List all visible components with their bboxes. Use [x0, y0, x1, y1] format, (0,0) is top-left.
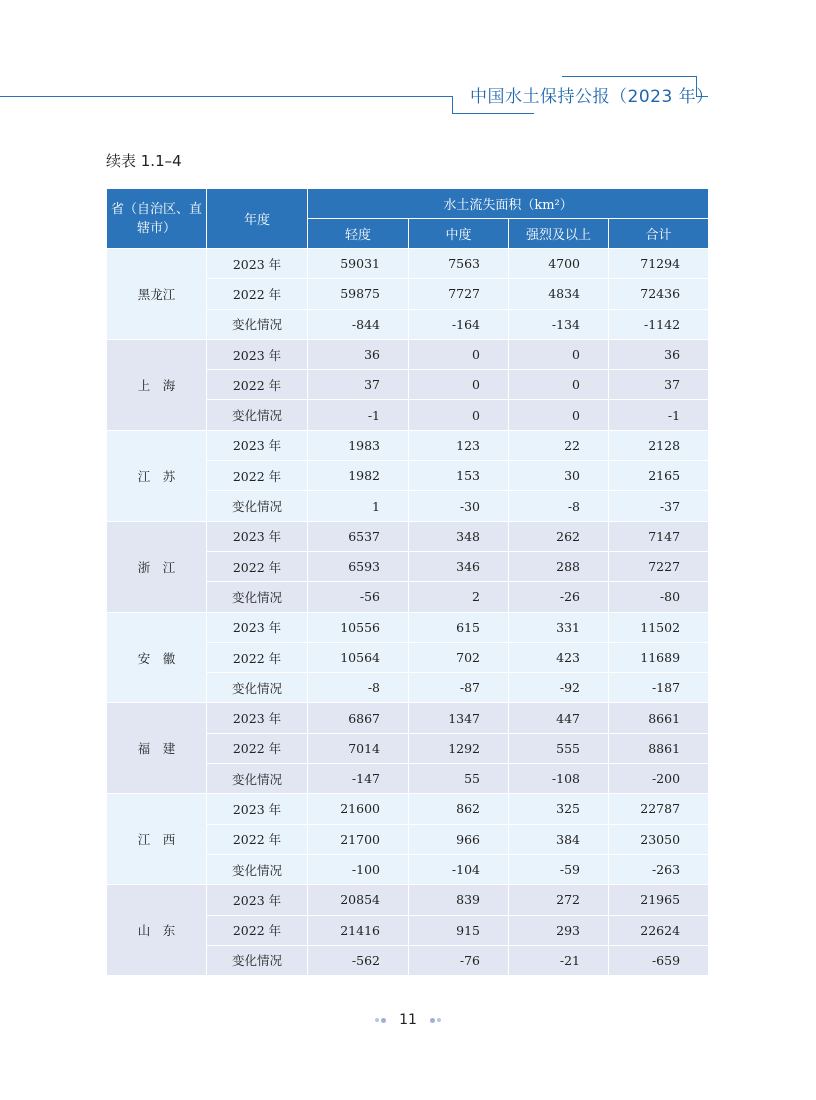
value-cell: 21600	[308, 794, 409, 824]
value-cell: 331	[509, 612, 609, 642]
year-cell: 2023 年	[207, 703, 308, 733]
value-cell: -56	[308, 582, 409, 612]
value-cell: 272	[509, 885, 609, 915]
value-cell: 0	[509, 370, 609, 400]
table-row	[107, 794, 709, 824]
value-cell: 0	[509, 339, 609, 369]
value-cell: 10556	[308, 612, 409, 642]
year-cell: 2023 年	[207, 249, 308, 279]
value-cell: -187	[609, 673, 709, 703]
value-cell: 6537	[308, 521, 409, 551]
value-cell: -1	[609, 400, 709, 430]
year-cell: 2022 年	[207, 824, 308, 854]
value-cell: -1142	[609, 309, 709, 339]
value-cell: -659	[609, 945, 709, 975]
province-cell: 江 苏	[107, 430, 207, 521]
value-cell: 11689	[609, 642, 709, 672]
value-cell: 36	[308, 339, 409, 369]
value-cell: 262	[509, 521, 609, 551]
value-cell: 11502	[609, 612, 709, 642]
value-cell: -87	[409, 673, 509, 703]
value-cell: 6593	[308, 551, 409, 581]
value-cell: 1	[308, 491, 409, 521]
value-cell: 7147	[609, 521, 709, 551]
table-row	[107, 612, 709, 642]
value-cell: 8861	[609, 733, 709, 763]
header-year: 年度	[207, 189, 308, 249]
table-row	[107, 885, 709, 915]
year-cell: 2023 年	[207, 612, 308, 642]
table-row	[107, 339, 709, 369]
erosion-area-table	[106, 188, 709, 976]
value-cell: 21700	[308, 824, 409, 854]
value-cell: -200	[609, 764, 709, 794]
table-header	[107, 189, 709, 249]
value-cell: -59	[509, 854, 609, 884]
header-province: 省（自治区、直辖市）	[107, 189, 207, 249]
year-cell: 2022 年	[207, 733, 308, 763]
value-cell: -134	[509, 309, 609, 339]
year-cell: 变化情况	[207, 764, 308, 794]
province-cell: 福 建	[107, 703, 207, 794]
value-cell: -37	[609, 491, 709, 521]
value-cell: -76	[409, 945, 509, 975]
year-cell: 变化情况	[207, 400, 308, 430]
year-cell: 变化情况	[207, 673, 308, 703]
year-cell: 2023 年	[207, 339, 308, 369]
value-cell: 1982	[308, 461, 409, 491]
value-cell: 36	[609, 339, 709, 369]
value-cell: -108	[509, 764, 609, 794]
value-cell: 153	[409, 461, 509, 491]
value-cell: -100	[308, 854, 409, 884]
value-cell: 7563	[409, 249, 509, 279]
value-cell: 22	[509, 430, 609, 460]
value-cell: 1347	[409, 703, 509, 733]
value-cell: 59031	[308, 249, 409, 279]
province-group	[107, 703, 709, 794]
value-cell: 862	[409, 794, 509, 824]
value-cell: 21965	[609, 885, 709, 915]
year-cell: 2022 年	[207, 461, 308, 491]
value-cell: 702	[409, 642, 509, 672]
province-group	[107, 612, 709, 703]
value-cell: 72436	[609, 279, 709, 309]
value-cell: 22787	[609, 794, 709, 824]
province-cell: 上 海	[107, 339, 207, 430]
value-cell: 123	[409, 430, 509, 460]
province-cell: 山 东	[107, 885, 207, 976]
year-cell: 2023 年	[207, 885, 308, 915]
province-cell: 黑龙江	[107, 249, 207, 340]
value-cell: 0	[409, 339, 509, 369]
value-cell: 7014	[308, 733, 409, 763]
value-cell: 37	[308, 370, 409, 400]
value-cell: 59875	[308, 279, 409, 309]
value-cell: 71294	[609, 249, 709, 279]
header-rule-underline	[452, 113, 534, 114]
value-cell: 293	[509, 915, 609, 945]
value-cell: 555	[509, 733, 609, 763]
value-cell: -164	[409, 309, 509, 339]
footer-dot-icon	[375, 1018, 379, 1022]
value-cell: 0	[409, 370, 509, 400]
value-cell: 839	[409, 885, 509, 915]
value-cell: 4700	[509, 249, 609, 279]
header-mild: 轻度	[308, 219, 409, 249]
value-cell: -92	[509, 673, 609, 703]
running-header-title: 中国水土保持公报（2023 年）	[470, 87, 714, 107]
header-erosion-area: 水土流失面积（km²）	[308, 189, 709, 219]
value-cell: -147	[308, 764, 409, 794]
footer-dot-icon	[381, 1018, 386, 1023]
value-cell: 288	[509, 551, 609, 581]
header-rule	[0, 96, 452, 97]
value-cell: 348	[409, 521, 509, 551]
value-cell: 0	[509, 400, 609, 430]
year-cell: 2022 年	[207, 915, 308, 945]
year-cell: 变化情况	[207, 309, 308, 339]
province-group	[107, 521, 709, 612]
header-severe: 强烈及以上	[509, 219, 609, 249]
value-cell: 2	[409, 582, 509, 612]
year-cell: 2022 年	[207, 551, 308, 581]
province-group	[107, 885, 709, 976]
value-cell: 346	[409, 551, 509, 581]
year-cell: 变化情况	[207, 945, 308, 975]
value-cell: 21416	[308, 915, 409, 945]
value-cell: -562	[308, 945, 409, 975]
province-cell: 安 徽	[107, 612, 207, 703]
value-cell: 4834	[509, 279, 609, 309]
value-cell: 423	[509, 642, 609, 672]
table-row	[107, 430, 709, 460]
province-group	[107, 249, 709, 340]
value-cell: 2165	[609, 461, 709, 491]
value-cell: -263	[609, 854, 709, 884]
header-rule-overline	[562, 76, 696, 77]
value-cell: 8661	[609, 703, 709, 733]
value-cell: 915	[409, 915, 509, 945]
value-cell: 2128	[609, 430, 709, 460]
value-cell: -30	[409, 491, 509, 521]
table-row	[107, 703, 709, 733]
table-caption: 续表 1.1–4	[106, 152, 182, 170]
value-cell: 966	[409, 824, 509, 854]
year-cell: 变化情况	[207, 854, 308, 884]
value-cell: 615	[409, 612, 509, 642]
value-cell: 325	[509, 794, 609, 824]
province-group	[107, 430, 709, 521]
value-cell: 7227	[609, 551, 709, 581]
value-cell: 55	[409, 764, 509, 794]
value-cell: 0	[409, 400, 509, 430]
province-group	[107, 794, 709, 885]
value-cell: 30	[509, 461, 609, 491]
header-total: 合计	[609, 219, 709, 249]
year-cell: 2023 年	[207, 794, 308, 824]
year-cell: 2022 年	[207, 642, 308, 672]
value-cell: -104	[409, 854, 509, 884]
value-cell: 20854	[308, 885, 409, 915]
header-moderate: 中度	[409, 219, 509, 249]
value-cell: 1983	[308, 430, 409, 460]
value-cell: 23050	[609, 824, 709, 854]
table-row	[107, 249, 709, 279]
value-cell: 10564	[308, 642, 409, 672]
year-cell: 变化情况	[207, 491, 308, 521]
province-cell: 江 西	[107, 794, 207, 885]
header-rule-step	[452, 96, 453, 114]
value-cell: -844	[308, 309, 409, 339]
page-number: 11	[399, 1012, 417, 1028]
value-cell: 37	[609, 370, 709, 400]
value-cell: -8	[509, 491, 609, 521]
year-cell: 2023 年	[207, 521, 308, 551]
year-cell: 2022 年	[207, 279, 308, 309]
value-cell: -26	[509, 582, 609, 612]
value-cell: -80	[609, 582, 709, 612]
value-cell: 7727	[409, 279, 509, 309]
year-cell: 2022 年	[207, 370, 308, 400]
footer-dot-icon	[430, 1018, 435, 1023]
value-cell: -1	[308, 400, 409, 430]
year-cell: 2023 年	[207, 430, 308, 460]
value-cell: 6867	[308, 703, 409, 733]
province-group	[107, 339, 709, 430]
value-cell: 22624	[609, 915, 709, 945]
value-cell: -21	[509, 945, 609, 975]
footer-dot-icon	[437, 1018, 441, 1022]
province-cell: 浙 江	[107, 521, 207, 612]
value-cell: 384	[509, 824, 609, 854]
page-footer	[0, 1012, 816, 1028]
table-row	[107, 521, 709, 551]
year-cell: 变化情况	[207, 582, 308, 612]
value-cell: -8	[308, 673, 409, 703]
value-cell: 447	[509, 703, 609, 733]
value-cell: 1292	[409, 733, 509, 763]
